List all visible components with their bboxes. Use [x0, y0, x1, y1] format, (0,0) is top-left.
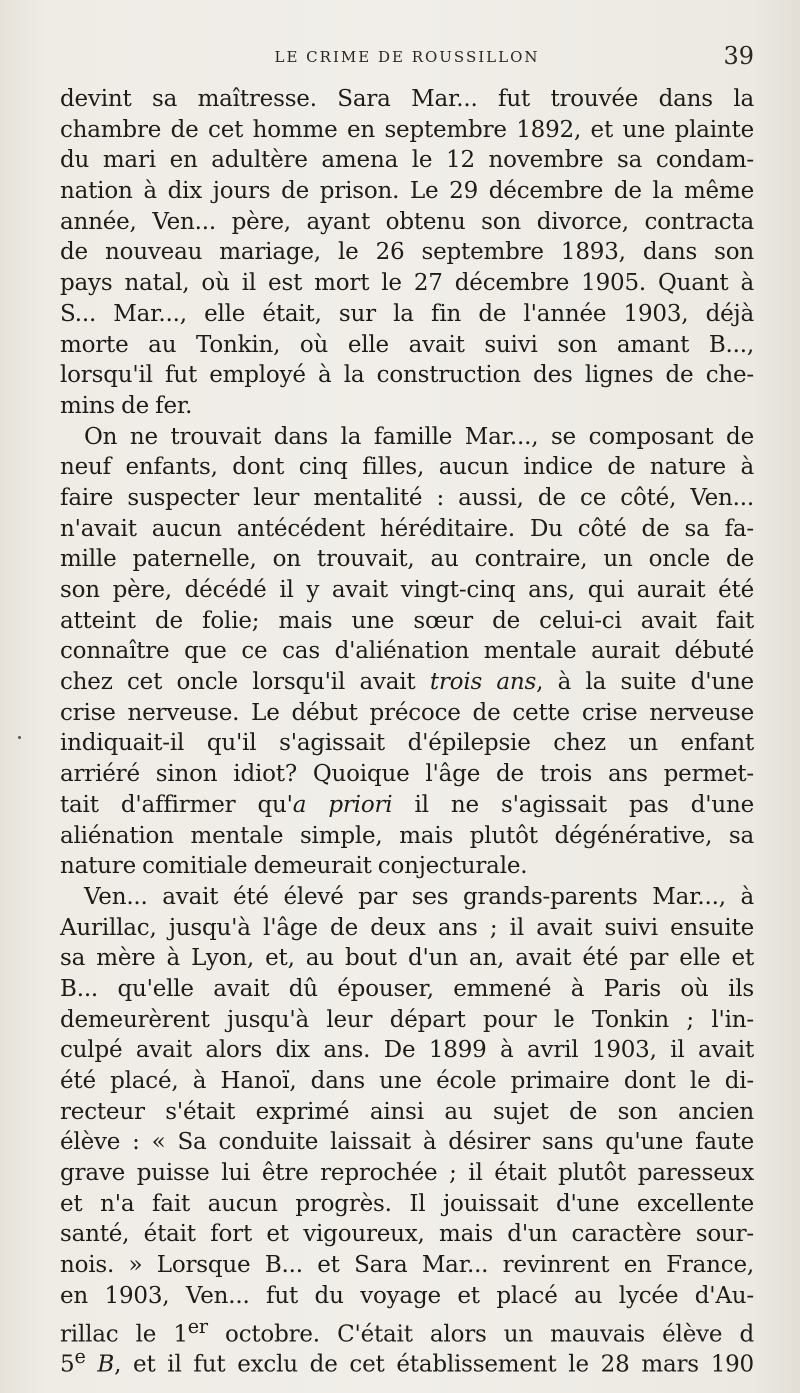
page-number: 39: [723, 42, 754, 70]
text-line: mille paternelle, on trouvait, au contraire, un oncle de: [60, 546, 754, 573]
text-segment: chez cet oncle lorsqu'il avait: [60, 669, 416, 696]
text-segment: octobre. C'était alors un mauvais élève d: [207, 1321, 754, 1348]
text-line: demeurèrent jusqu'à leur départ pour le Tonkin ; l'in-: [60, 1006, 754, 1033]
text-line: nois. » Lorsque B... et Sara Mar... revinrent en France,: [60, 1252, 754, 1279]
text-segment: tait d'affirmer qu': [60, 791, 293, 818]
text-line: Ven... avait été élevé par ses grands-parents Mar..., à: [84, 883, 754, 910]
text-line: Aurillac, jusqu'à l'âge de deux ans ; il avait suivi ensuite: [60, 914, 754, 941]
text-line: année, Ven... père, ayant obtenu son divorce, contracta: [60, 208, 754, 235]
text-segment: [86, 1352, 98, 1378]
text-line: du mari en adultère amena le 12 novembre sa condam-: [60, 147, 754, 174]
text-line: de nouveau mariage, le 26 septembre 1893, dans son: [60, 239, 754, 266]
italic-phrase: trois ans: [429, 669, 537, 696]
ordinal-suffix: e: [74, 1345, 86, 1369]
text-line: connaître que ce cas d'aliénation mentale aurait débuté: [60, 638, 754, 665]
text-line: mins de fer.: [60, 392, 193, 419]
text-line: son père, décédé il y avait vingt-cinq ans, qui aurait été: [60, 577, 754, 603]
text-segment: 5: [60, 1351, 75, 1378]
text-line: morte au Tonkin, où elle avait suivi son amant B...,: [60, 331, 754, 358]
text-line: chambre de cet homme en septembre 1892, et une plainte: [60, 116, 754, 143]
text-line: indiquait-il qu'il s'agissait d'épilepsie chez un enfant: [60, 730, 754, 757]
text-line: été placé, à Hanoï, dans une école primaire dont le di-: [60, 1068, 754, 1094]
text-segment: il ne s'agissait pas d'une: [392, 791, 754, 818]
text-line: et n'a fait aucun progrès. Il jouissait d'une excellente: [60, 1190, 754, 1217]
text-line: [60, 790, 754, 821]
text-line: grave puisse lui être reprochée ; il était plutôt paresseux: [60, 1160, 754, 1187]
text-segment: , et il fut exclu de cet établissement le 28 mars 190: [114, 1351, 754, 1378]
text-segment: , à la suite d'une: [536, 669, 754, 696]
text-line: S... Mar..., elle était, sur la fin de l'année 1903, déjà: [60, 300, 754, 327]
margin-speck: [18, 736, 21, 739]
text-line: élève : « Sa conduite laissait à désirer sans qu'une faute: [60, 1129, 754, 1156]
text-line: B... qu'elle avait dû épouser, emmené à Paris où ils: [60, 975, 754, 1002]
text-line: nature comitiale demeurait conjecturale.: [60, 853, 528, 880]
text-line: [60, 1342, 754, 1378]
text-line: [60, 1312, 754, 1348]
italic-phrase: a priori: [292, 791, 393, 818]
text-line: recteur s'était exprimé ainsi au sujet de son ancien: [60, 1098, 754, 1125]
text-line: en 1903, Ven... fut du voyage et placé au lycée d'Au-: [60, 1282, 754, 1309]
text-line: devint sa maîtresse. Sara Mar... fut trouvée dans la: [60, 86, 754, 112]
body-text: [60, 84, 754, 1378]
text-line: lorsqu'il fut employé à la construction des lignes de che-: [60, 362, 754, 389]
text-line: faire suspecter leur mentalité : aussi, de ce côté, Ven...: [60, 484, 754, 511]
text-line: nation à dix jours de prison. Le 29 décembre de la même: [60, 178, 754, 205]
text-line: arriéré sinon idiot? Quoique l'âge de trois ans permet-: [60, 761, 754, 788]
text-line: culpé avait alors dix ans. De 1899 à avril 1903, il avait: [60, 1037, 754, 1064]
text-line: [60, 667, 754, 698]
page-header: [60, 42, 754, 76]
text-segment: rillac le 1: [60, 1321, 188, 1348]
running-title: LE CRIME DE ROUSSILLON: [274, 48, 540, 66]
text-line: pays natal, où il est mort le 27 décembre 1905. Quant à: [60, 270, 754, 297]
italic-letter: B: [97, 1351, 115, 1378]
text-line: neuf enfants, dont cinq filles, aucun indice de nature à: [60, 454, 754, 481]
text-line: crise nerveuse. Le début précoce de cette crise nerveuse: [60, 699, 754, 726]
text-line: sa mère à Lyon, et, au bout d'un an, avait été par elle et: [60, 945, 754, 972]
text-line: atteint de folie; mais une sœur de celui-ci avait fait: [60, 607, 754, 634]
text-line: santé, était fort et vigoureux, mais d'un caractère sour-: [60, 1221, 754, 1248]
ordinal-suffix: er: [187, 1314, 208, 1338]
text-line: n'avait aucun antécédent héréditaire. Du côté de sa fa-: [60, 515, 754, 542]
text-line: aliénation mentale simple, mais plutôt dégénérative, sa: [60, 822, 754, 849]
text-line: On ne trouvait dans la famille Mar..., se composant de: [84, 423, 754, 450]
